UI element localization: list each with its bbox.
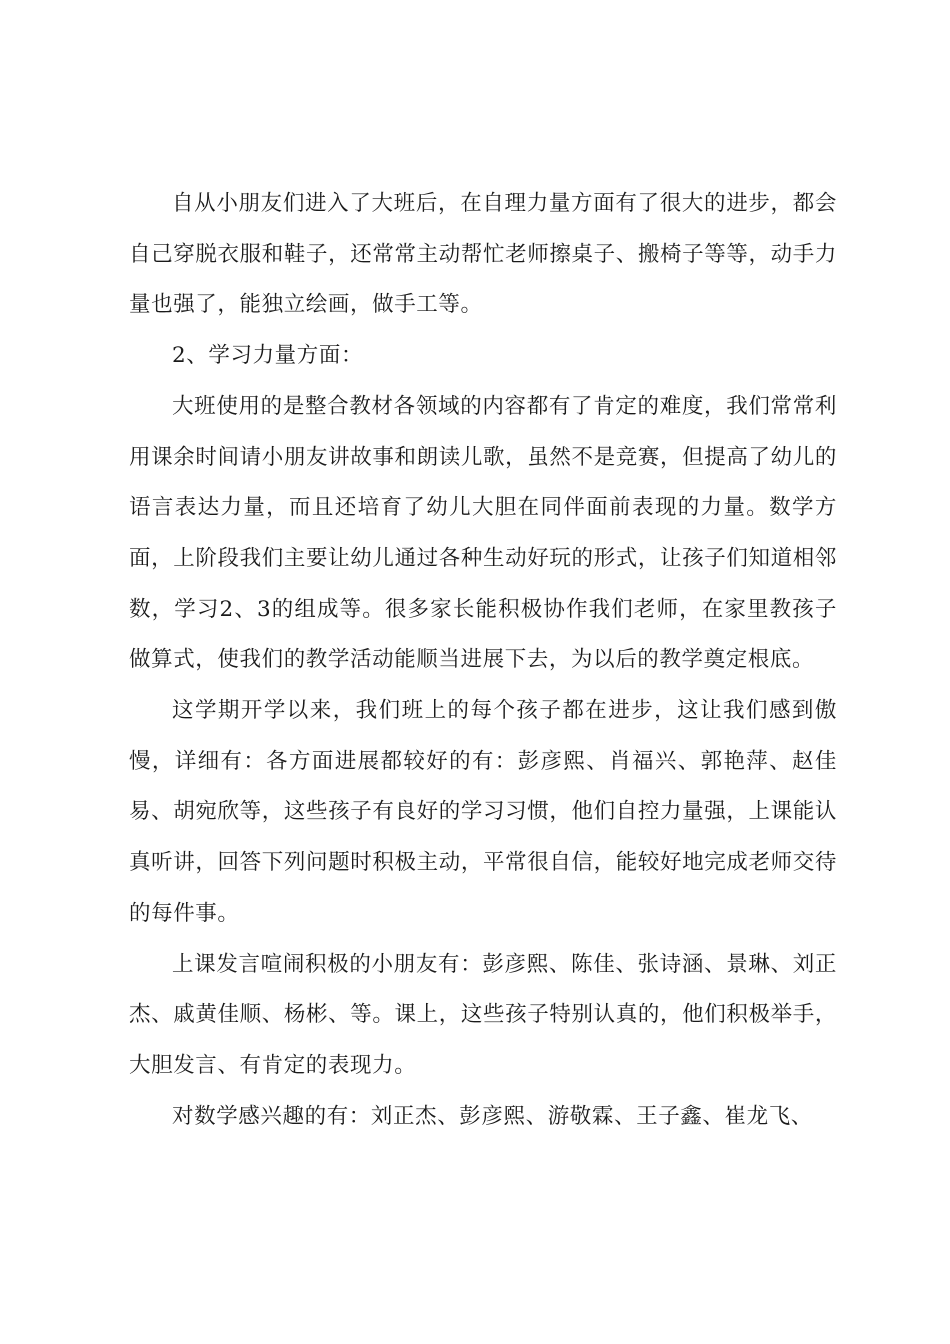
paragraph-learning: 大班使用的是整合教材各领域的内容都有了肯定的难度，我们常常利用课余时间请小朋友讲故事和朗读儿歌，虽然不是竞赛，但提高了幼儿的语言表达力量，而且还培育了幼儿大胆在同伴面前表现的力量。数学方面，上阶段我们主要让幼儿通过各种生动好玩的形式，让孩子们知道相邻数，学习2、3的组成等。很多家长能积极协作我们老师，在家里教孩子做算式，使我们的教学活动能顺当进展下去，为以后的教学奠定根底。 [129, 393, 837, 673]
paragraph-math-interest: 对数学感兴趣的有：刘正杰、彭彦熙、游敬霖、王子鑫、崔龙飞、 [172, 1103, 813, 1129]
document-body [129, 179, 837, 1142]
paragraph-progress: 这学期开学以来，我们班上的每个孩子都在进步，这让我们感到傲慢，详细有：各方面进展都较好的有：彭彦熙、肖福兴、郭艳萍、赵佳易、胡宛欣等，这些孩子有良好的学习习惯，他们自控力量强，上课能认真听讲，回答下列问题时积极主动，平常很自信，能较好地完成老师交待的每件事。 [129, 698, 837, 926]
paragraph-self-care: 自从小朋友们进入了大班后，在自理力量方面有了很大的进步，都会自己穿脱衣服和鞋子，还常常主动帮忙老师擦桌子、搬椅子等等，动手力量也强了，能独立绘画，做手工等。 [129, 191, 837, 318]
paragraph-speaking: 上课发言喧闹积极的小朋友有：彭彦熙、陈佳、张诗涵、景琳、刘正杰、戚黄佳顺、杨彬、等。课上，这些孩子特别认真的，他们积极举手，大胆发言、有肯定的表现力。 [129, 951, 837, 1078]
section-heading-learning: 2、学习力量方面： [172, 343, 364, 369]
